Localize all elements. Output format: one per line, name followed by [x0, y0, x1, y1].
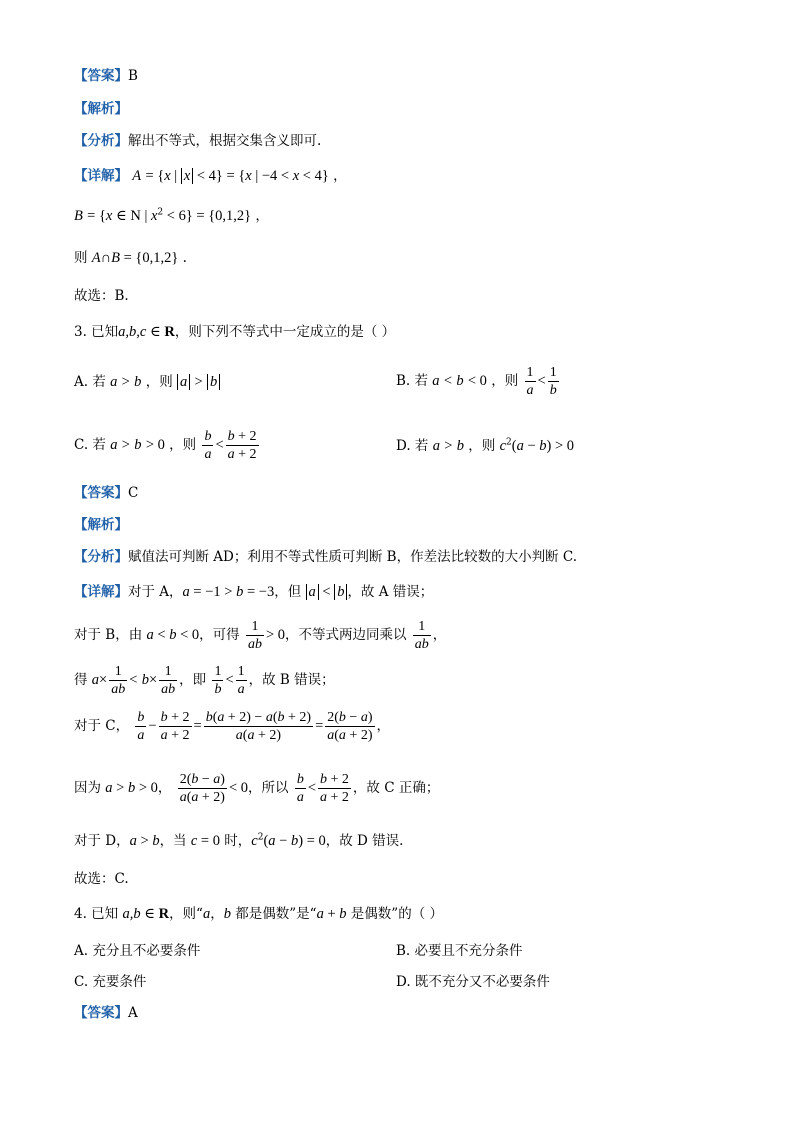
question-3-option-b: B. 若 a < b < 0 ，则 $\frac{1}{a}$ < $\frac{1}{b}$ — [396, 365, 557, 398]
question-4-option-c: C. 充要条件 — [74, 974, 147, 990]
answer-line-1 — [74, 67, 138, 85]
question-3-option-a: A. 若 a > b ，则 a > b — [74, 373, 220, 391]
choose-line-1: 故选：B. — [74, 288, 129, 304]
question-4-option-b: B. 必要且不充分条件 — [396, 943, 523, 959]
answer-value: B — [128, 68, 138, 84]
question-3-stem: 3. 已知a,b,c ∈ R，则下列不等式中一定成立的是（ ） — [74, 324, 396, 340]
analysis-heading-3: 【解析】 — [74, 517, 128, 533]
question-3-option-c: C. 若 a > b > 0 ，则 $\frac{b}{a}$ < $\frac{b + 2}{a + 2}$ — [74, 429, 257, 462]
detail-line-1a: 【详解】 A = {x | x < 4} = {x | −4 < x < 4} ， — [74, 168, 347, 184]
detail-line-3a: 【详解】对于 A，a = −1 > b = −3，但 a < b ，故 A 错误； — [74, 584, 434, 600]
detail-line-3d: 对于 C， $\frac{b}{a}$ − $\frac{b + 2}{a + 2}$ = $\frac{b(a + 2) - a(b + 2)}{a(a + 2)}$ = $\frac{2(b - a)}{a(a + 2)}$ ， — [74, 710, 390, 743]
choose-line-3: 故选：C. — [74, 871, 129, 887]
analysis-line-1: 【分析】解出不等式，根据交集含义即可. — [74, 133, 322, 149]
question-4-option-a: A. 充分且不必要条件 — [74, 943, 201, 959]
answer-tag: 【答案】 — [74, 68, 128, 84]
detail-line-3e: 因为 a > b > 0， $\frac{2(b - a)}{a(a + 2)}$ < 0，所以 $\frac{b}{a}$ < $\frac{b + 2}{a + 2}$ ，故 C 正确； — [74, 772, 440, 805]
question-4-stem: 4. 已知 a,b ∈ R，则“a，b 都是偶数”是“a + b 是偶数”的（ ） — [74, 906, 443, 922]
detail-line-1b: B = {x ∈ N | $x^2 < 6\} = \{0,1,2\}$ ， — [74, 207, 269, 224]
answer-line-4: 【答案】A — [74, 1005, 138, 1021]
question-3-option-d: D. 若 a > b ，则 $c^2(a - b) > 0$ — [396, 437, 575, 454]
detail-line-3c: 得 a× $\frac{1}{ab}$ < b× $\frac{1}{ab}$ ，即 $\frac{1}{b}$ < $\frac{1}{a}$ ，故 B 错误； — [74, 664, 335, 697]
detail-line-3b: 对于 B，由 a < b < 0，可得 $\frac{1}{ab}$ > 0，不等式两边同乘以 $\frac{1}{ab}$ ， — [74, 619, 447, 652]
detail-line-3f: 对于 D，a > b，当 c = 0 时，$c^2(a - b) = 0$，故 D 错误. — [74, 832, 404, 849]
analysis-heading-1: 【解析】 — [74, 101, 128, 117]
answer-line-3: 【答案】C — [74, 485, 139, 501]
detail-line-1c: 则 A∩B = {0,1,2} . — [74, 250, 187, 266]
question-4-option-d: D. 既不充分又不必要条件 — [396, 974, 550, 990]
analysis-line-3: 【分析】赋值法可判断 AD；利用不等式性质可判断 B，作差法比较数的大小判断 C. — [74, 549, 578, 565]
